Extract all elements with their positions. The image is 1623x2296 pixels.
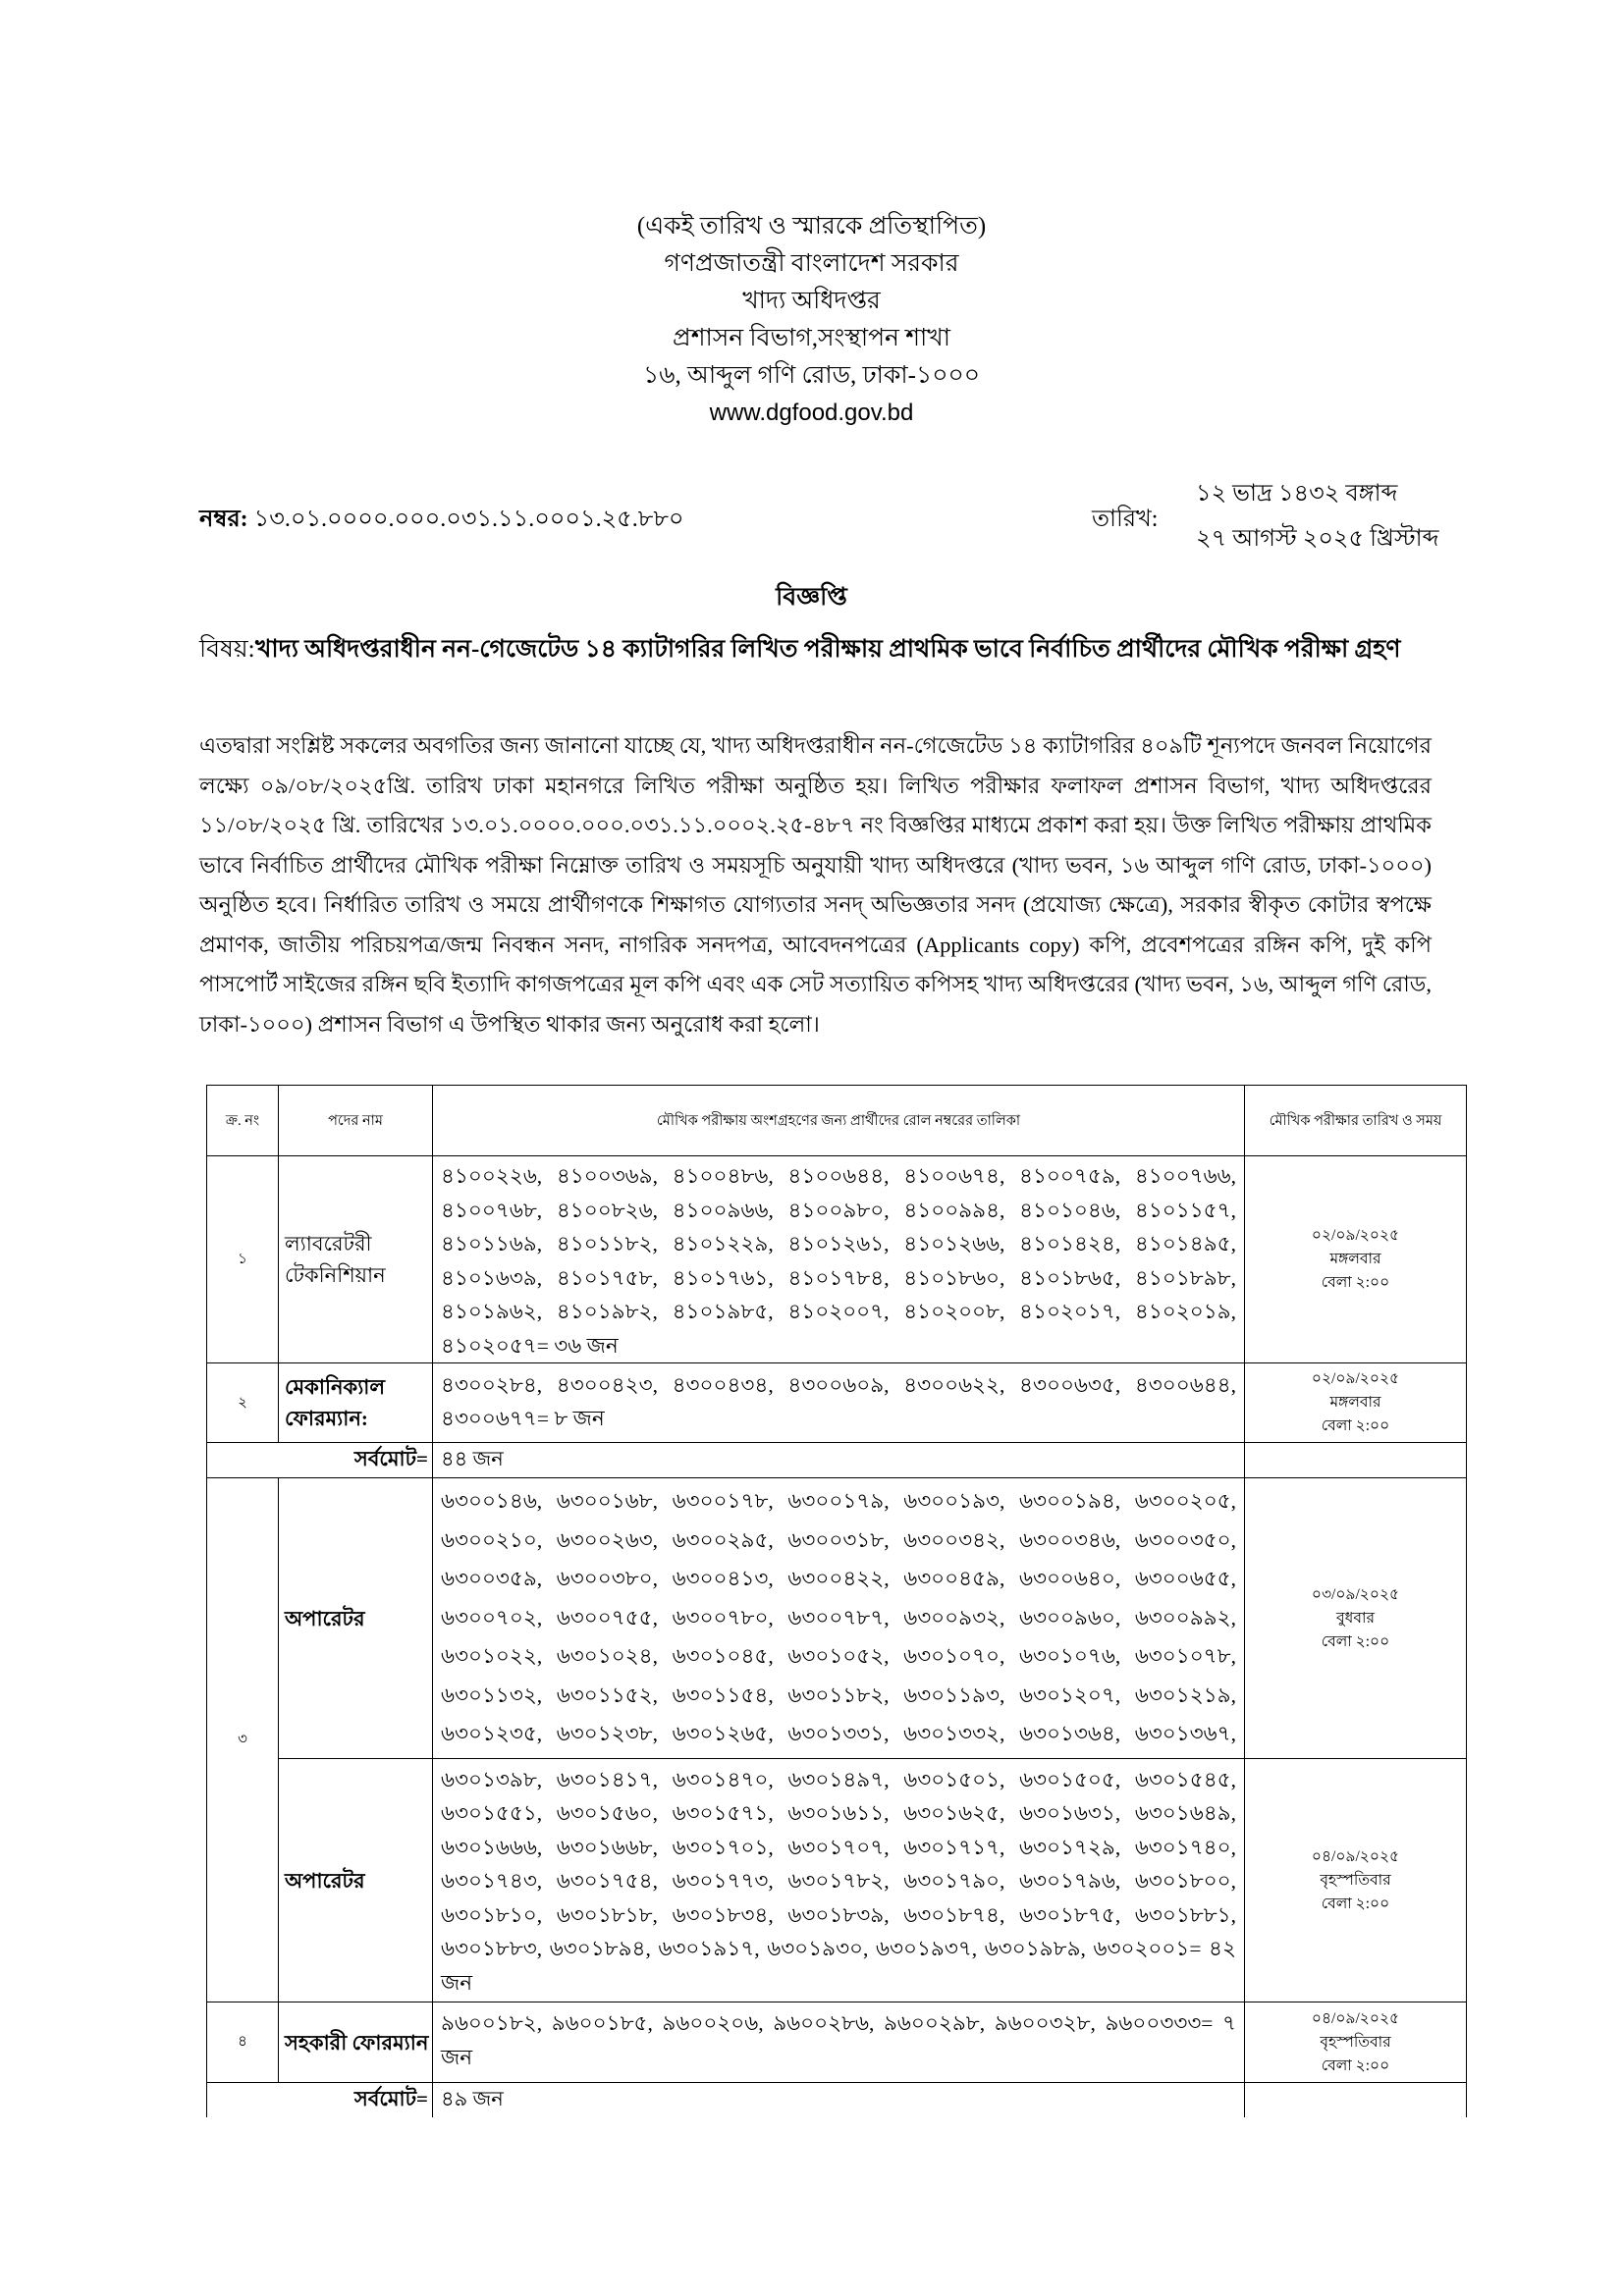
memo-number bbox=[199, 502, 684, 537]
subject-label: বিষয়: bbox=[199, 636, 255, 663]
subtotal-label: সর্বমোট= bbox=[207, 2083, 433, 2118]
exam-day: মঙ্গলবার bbox=[1329, 1251, 1381, 1267]
roll-list-cell bbox=[433, 1156, 1245, 1363]
exam-day: বৃহস্পতিবার bbox=[1320, 2033, 1391, 2051]
exam-schedule-cell bbox=[1245, 1156, 1467, 1363]
roll-list: ৪৩০০২৮৪, ৪৩০০৪২৩, ৪৩০০৪৩৪, ৪৩০০৬০৯, ৪৩০০৬২২, ৪৩০০৬৩৫, ৪৩০০৬৪৪, ৪৩০০৬৭৭= ৮ জন bbox=[441, 1372, 1236, 1430]
memo-dates bbox=[1196, 471, 1589, 561]
roll-list: ৬৩০১৩৯৮, ৬৩০১৪১৭, ৬৩০১৪৭০, ৬৩০১৪৯৭, ৬৩০১৫০১, ৬৩০১৫০৫, ৬৩০১৫৪৫, ৬৩০১৫৫১, ৬৩০১৫৬০, ৬৩০১৫৭১, ৬৩০১৬১১, ৬৩০১৬২৫, ৬৩০১৬৩১, ৬৩০১৬৪৯, ৬৩০১৬৬৬, ৬৩০১৬৬৮, ৬৩০১৭০১, ৬৩০১৭০৭, ৬৩০১৭১৭, ৬৩০১৭২৯, ৬৩০১৭৪০, ৬৩০১৭৪৩, ৬৩০১৭৫৪, ৬৩০১৭৭৩, ৬৩০১৭৮২, ৬৩০১৭৯০, ৬৩০১৭৯৬, ৬৩০১৮০০, ৬৩০১৮১০, ৬৩০১৮১৮, ৬৩০১৮৩৪, ৬৩০১৮৩৯, ৬৩০১৮৭৪, ৬৩০১৮৭৫, ৬৩০১৮৮১, ৬৩০১৮৮৩, ৬৩০১৮৯৪, ৬৩০১৯১৭, ৬৩০১৯৩০, ৬৩০১৯৩৭, ৬৩০১৯৮৯, ৬৩০২০০১= ৪২ জন bbox=[441, 1767, 1236, 1995]
empty-cell bbox=[1245, 1443, 1467, 1478]
table-row bbox=[207, 1363, 1467, 1443]
exam-time: বেলা ২:০০ bbox=[1321, 1895, 1390, 1912]
table-header-row bbox=[207, 1086, 1467, 1156]
government-name: গণপ্রজাতন্ত্রী বাংলাদেশ সরকার bbox=[664, 250, 959, 277]
serial-cell: ১ bbox=[207, 1156, 279, 1363]
post-name-cell: ল্যাবরেটরী টেকনিশিয়ান bbox=[279, 1156, 433, 1363]
table-header-rolls: মৌখিক পরীক্ষায় অংশগ্রহণের জন্য প্রার্থীদের রোল নম্বরের তালিকা bbox=[433, 1086, 1245, 1156]
post-name-cell: অপারেটর bbox=[279, 1759, 433, 2002]
office-address: ১৬, আব্দুল গণি রোড, ঢাকা-১০০০ bbox=[643, 362, 980, 389]
exam-schedule-cell bbox=[1245, 1478, 1467, 1759]
exam-time: বেলা ২:০০ bbox=[1321, 1274, 1390, 1291]
exam-schedule-cell bbox=[1245, 1759, 1467, 2002]
interview-schedule-table bbox=[206, 1085, 1467, 2117]
subtotal-count: ৪৯ জন bbox=[433, 2083, 1245, 2118]
post-name-cell: সহকারী ফোরম্যান bbox=[279, 2002, 433, 2083]
serial-cell: ৩ bbox=[207, 1478, 279, 2002]
subtotal-row bbox=[207, 1443, 1467, 1478]
exam-date: ০২/০৯/২০২৫ bbox=[1311, 1227, 1400, 1244]
exam-time: বেলা ২:০০ bbox=[1321, 1417, 1390, 1434]
exam-day: মঙ্গলবার bbox=[1329, 1394, 1381, 1411]
exam-day: বৃহস্পতিবার bbox=[1320, 1871, 1391, 1889]
exam-schedule-cell bbox=[1245, 2002, 1467, 2083]
notice-title: বিজ্ঞপ্তি bbox=[776, 584, 847, 611]
exam-day: বুধবার bbox=[1336, 1609, 1375, 1627]
division-name: প্রশাসন বিভাগ,সংস্থাপন শাখা bbox=[673, 325, 950, 351]
roll-list-cell bbox=[433, 1759, 1245, 2002]
exam-date: ০৪/০৯/২০২৫ bbox=[1311, 1847, 1400, 1865]
post-name-cell: অপারেটর bbox=[279, 1478, 433, 1759]
exam-time: বেলা ২:০০ bbox=[1321, 1632, 1390, 1650]
replacement-note: (একই তারিখ ও স্মারকে প্রতিস্থাপিত) bbox=[636, 213, 987, 240]
website-url: www.dgfood.gov.bd bbox=[709, 400, 914, 426]
memo-number-value: ১৩.০১.০০০০.০০০.০৩১.১১.০০০১.২৫.৮৮০ bbox=[253, 507, 684, 532]
roll-list: ৯৬০০১৮২, ৯৬০০১৮৫, ৯৬০০২০৬, ৯৬০০২৮৬, ৯৬০০২৯৮, ৯৬০০৩২৮, ৯৬০০৩৩৩= ৭ জন bbox=[441, 2011, 1236, 2069]
roll-list-cell bbox=[433, 2002, 1245, 2083]
roll-list-cell bbox=[433, 1363, 1245, 1443]
exam-date: ০২/০৯/২০২৫ bbox=[1311, 1370, 1400, 1387]
letterhead bbox=[0, 208, 1623, 432]
table-row bbox=[207, 1478, 1467, 1759]
exam-date: ০৩/০৯/২০২৫ bbox=[1311, 1585, 1400, 1603]
department-name: খাদ্য অধিদপ্তর bbox=[742, 288, 881, 314]
exam-schedule-cell bbox=[1245, 1363, 1467, 1443]
date-gregorian: ২৭ আগস্ট ২০২৫ খ্রিস্টাব্দ bbox=[1196, 526, 1439, 552]
memo-date-label: তারিখ: bbox=[1092, 507, 1159, 532]
post-name-cell: মেকানিক্যাল ফোরম্যান: bbox=[279, 1363, 433, 1443]
table-row bbox=[207, 1759, 1467, 2002]
exam-date: ০৪/০৯/২০২৫ bbox=[1311, 2009, 1400, 2027]
table-header-schedule: মৌখিক পরীক্ষার তারিখ ও সময় bbox=[1245, 1086, 1467, 1156]
table-row bbox=[207, 2002, 1467, 2083]
subtotal-count: ৪৪ জন bbox=[433, 1443, 1245, 1478]
roll-list-cell bbox=[433, 1478, 1245, 1759]
exam-time: বেলা ২:০০ bbox=[1321, 2056, 1390, 2074]
roll-list: ৬৩০০১৪৬, ৬৩০০১৬৮, ৬৩০০১৭৮, ৬৩০০১৭৯, ৬৩০০১৯৩, ৬৩০০১৯৪, ৬৩০০২০৫, ৬৩০০২১০, ৬৩০০২৬৩, ৬৩০০২৯৫, ৬৩০০৩১৮, ৬৩০০৩৪২, ৬৩০০৩৪৬, ৬৩০০৩৫০, ৬৩০০৩৫৯, ৬৩০০৩৮০, ৬৩০০৪১৩, ৬৩০০৪২২, ৬৩০০৪৫৯, ৬৩০০৬৪০, ৬৩০০৬৫৫, ৬৩০০৭০২, ৬৩০০৭৫৫, ৬৩০০৭৮০, ৬৩০০৭৮৭, ৬৩০০৯৩২, ৬৩০০৯৬০, ৬৩০০৯৯২, ৬৩০১০২২, ৬৩০১০২৪, ৬৩০১০৪৫, ৬৩০১০৫২, ৬৩০১০৭০, ৬৩০১০৭৬, ৬৩০১০৭৮, ৬৩০১১৩২, ৬৩০১১৫২, ৬৩০১১৫৪, ৬৩০১১৮২, ৬৩০১১৯৩, ৬৩০১২০৭, ৬৩০১২১৯, ৬৩০১২৩৫, ৬৩০১২৩৮, ৬৩০১২৬৫, ৬৩০১৩৩১, ৬৩০১৩৩২, ৬৩০১৩৬৪, ৬৩০১৩৬৭, bbox=[441, 1489, 1236, 1745]
table-header-serial: ক্র. নং bbox=[207, 1086, 279, 1156]
empty-cell bbox=[1245, 2083, 1467, 2118]
roll-list: ৪১০০২২৬, ৪১০০৩৬৯, ৪১০০৪৮৬, ৪১০০৬৪৪, ৪১০০৬৭৪, ৪১০০৭৫৯, ৪১০০৭৬৬, ৪১০০৭৬৮, ৪১০০৮২৬, ৪১০০৯৬৬, ৪১০০৯৮০, ৪১০০৯৯৪, ৪১০১০৪৬, ৪১০১১৫৭, ৪১০১১৬৯, ৪১০১১৮২, ৪১০১২২৯, ৪১০১২৬১, ৪১০১২৬৬, ৪১০১৪২৪, ৪১০১৪৯৫, ৪১০১৬৩৯, ৪১০১৭৫৮, ৪১০১৭৬১, ৪১০১৭৮৪, ৪১০১৮৬০, ৪১০১৮৬৫, ৪১০১৮৯৮, ৪১০১৯৬২, ৪১০১৯৮২, ৪১০১৯৮৫, ৪১০২০০৭, ৪১০২০০৮, ৪১০২০১৭, ৪১০২০১৯, ৪১০২০৫৭= ৩৬ জন bbox=[441, 1164, 1236, 1358]
memo-number-label: নম্বর: bbox=[199, 507, 248, 532]
body-paragraph: এতদ্বারা সংশ্লিষ্ট সকলের অবগতির জন্য জানানো যাচ্ছে যে, খাদ্য অধিদপ্তরাধীন নন-গেজেটেড ১৪ ক্যাটাগরির ৪০৯টি শূন্যপদে জনবল নিয়োগের লক্ষ্যে ০৯/০৮/২০২৫খ্রি. তারিখ ঢাকা মহানগরে লিখিত পরীক্ষা অনুষ্ঠিত হয়। লিখিত পরীক্ষার ফলাফল প্রশাসন বিভাগ, খাদ্য অধিদপ্তরের ১১/০৮/২০২৫ খ্রি. তারিখের ১৩.০১.০০০০.০০০.০৩১.১১.০০০২.২৫-৪৮৭ নং বিজ্ঞপ্তির মাধ্যমে প্রকাশ করা হয়। উক্ত লিখিত পরীক্ষায় প্রাথমিক ভাবে নির্বাচিত প্রার্থীদের মৌখিক পরীক্ষা নিম্নোক্ত তারিখ ও সময়সূচি অনুযায়ী খাদ্য অধিদপ্তরে (খাদ্য ভবন, ১৬ আব্দুল গণি রোড, ঢাকা-১০০০) অনুষ্ঠিত হবে। নির্ধারিত তারিখ ও সময়ে প্রার্থীগণকে শিক্ষাগত যোগ্যতার সনদ্ অভিজ্ঞতার সনদ (প্রযোজ্য ক্ষেত্রে), সরকার স্বীকৃত কোটার স্বপক্ষে প্রমাণক, জাতীয় পরিচয়পত্র/জন্ম নিবন্ধন সনদ, নাগরিক সনদপত্র, আবেদনপত্রের (Applicants copy) কপি, প্রবেশপত্রের রঙ্গিন কপি, দুই কপি পাসপোর্ট সাইজের রঙ্গিন ছবি ইত্যাদি কাগজপত্রের মূল কপি এবং এক সেট সত্যায়িত কপিসহ খাদ্য অধিদপ্তরের (খাদ্য ভবন, ১৬, আব্দুল গণি রোড, ঢাকা-১০০০) প্রশাসন বিভাগ এ উপস্থিত থাকার জন্য অনুরোধ করা হলো। bbox=[199, 733, 1432, 1037]
subtotal-label: সর্বমোট= bbox=[207, 1443, 433, 1478]
subtotal-row bbox=[207, 2083, 1467, 2118]
date-bangla: ১২ ভাদ্র ১৪৩২ বঙ্গাব্দ bbox=[1196, 481, 1398, 507]
table-row bbox=[207, 1156, 1467, 1363]
table-header-post: পদের নাম bbox=[279, 1086, 433, 1156]
subject-text: খাদ্য অধিদপ্তরাধীন নন-গেজেটেড ১৪ ক্যাটাগরির লিখিত পরীক্ষায় প্রাথমিক ভাবে নির্বাচিত প্রার্থীদের মৌখিক পরীক্ষা গ্রহণ bbox=[255, 636, 1401, 663]
serial-cell: ২ bbox=[207, 1363, 279, 1443]
serial-cell: ৪ bbox=[207, 2002, 279, 2083]
